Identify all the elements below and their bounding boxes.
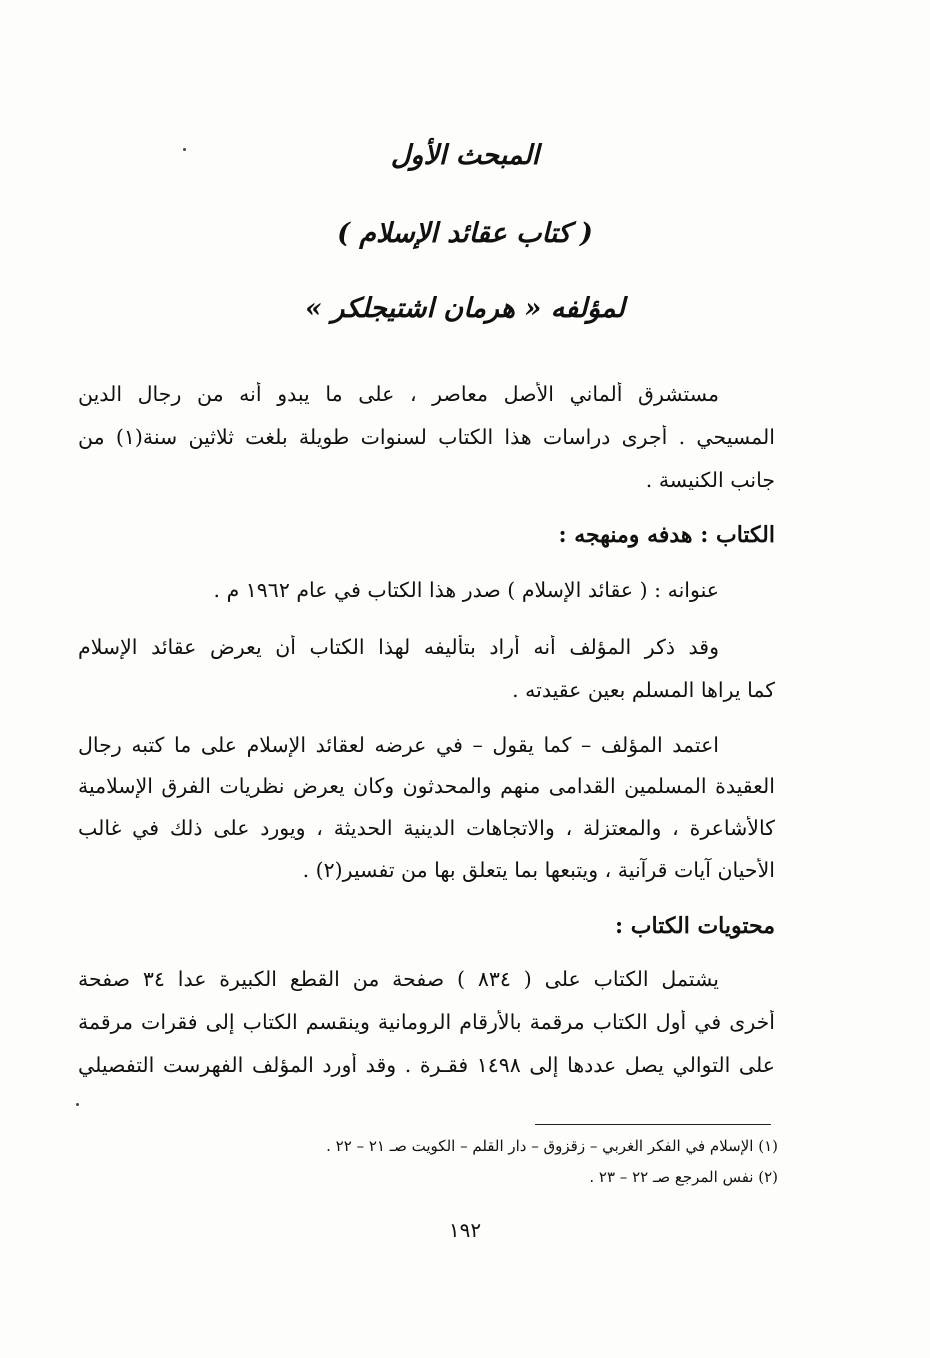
author-heading: لمؤلفه « هرمان اشتيجلكر » — [305, 293, 625, 324]
paragraph-line: على التوالي يصل عددها إلى ١٤٩٨ فقـرة . وقد أورد المؤلف الفهرست التفصيلي — [78, 1053, 775, 1077]
book-title-heading: ( كتاب عقائد الإسلام ) — [337, 218, 593, 249]
section-title: الكتاب : هدفه ومنهجه : — [558, 522, 775, 548]
footnote: (٢) نفس المرجع صـ ٢٢ – ٢٣ . — [589, 1168, 778, 1186]
paragraph-line: كما يراها المسلم بعين عقيدته . — [512, 678, 775, 702]
intro-line: مستشرق ألماني الأصل معاصر ، على ما يبدو أنه من رجال الدين — [78, 382, 719, 406]
page-number: ١٩٢ — [448, 1218, 482, 1242]
paragraph-line: عنوانه : ( عقائد الإسلام ) صدر هذا الكتاب في عام ١٩٦٢ م . — [213, 578, 719, 602]
paragraph-line: كالأشاعرة ، والمعتزلة ، والاتجاهات الدينية الحديثة ، ويورد على ذلك في غالب — [78, 816, 775, 840]
footnote-divider — [535, 1124, 771, 1125]
footnote: (١) الإسلام في الفكر الغربي – زقزوق – دار القلم – الكويت صـ ٢١ – ٢٢ . — [326, 1137, 778, 1155]
paragraph-line: وقد ذكر المؤلف أنه أراد بتأليفه لهذا الكتاب أن يعرض عقائد الإسلام — [78, 635, 719, 659]
section-title: محتويات الكتاب : — [615, 913, 775, 939]
paragraph-line: اعتمد المؤلف – كما يقول – في عرضه لعقائد الإسلام على ما كتبه رجال — [78, 733, 719, 757]
paragraph-line: يشتمل الكتاب على ( ٨٣٤ ) صفحة من القطع الكبيرة عدا ٣٤ صفحة — [78, 967, 719, 991]
intro-line: المسيحي . أجرى دراسات هذا الكتاب لسنوات طويلة بلغت ثلاثين سنة(١) من — [78, 425, 775, 449]
paragraph-line: الأحيان آيات قرآنية ، ويتبعها بما يتعلق بها من تفسير(٢) . — [302, 858, 775, 882]
scan-speck — [76, 1103, 79, 1106]
paragraph-line: العقيدة المسلمين القدامى منهم والمحدثون وكان يعرض نظريات الفرق الإسلامية — [78, 774, 775, 798]
chapter-heading: المبحث الأول — [390, 140, 540, 171]
intro-line: جانب الكنيسة . — [645, 468, 775, 492]
paragraph-line: أخرى في أول الكتاب مرقمة بالأرقام الرومانية وينقسم الكتاب إلى فقرات مرقمة — [78, 1010, 775, 1034]
